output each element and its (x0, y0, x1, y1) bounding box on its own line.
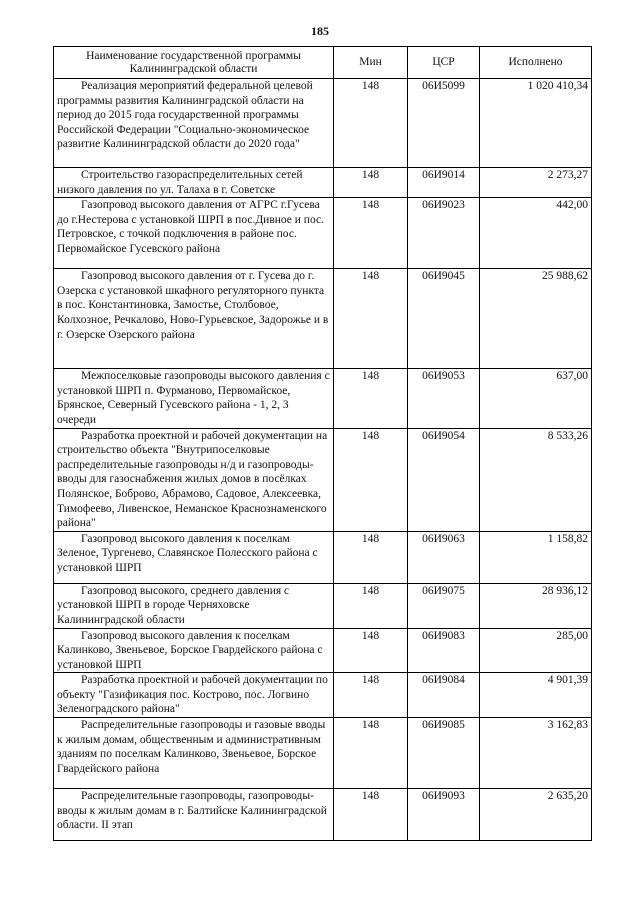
executed-amount-cell: 1 158,82 (480, 531, 592, 583)
executed-amount-cell: 285,00 (480, 628, 592, 673)
table-body (54, 79, 592, 841)
ministry-code-cell: 148 (334, 718, 408, 789)
executed-amount-cell: 8 533,26 (480, 428, 592, 531)
executed-amount-cell: 28 936,12 (480, 583, 592, 628)
ministry-code-cell: 148 (334, 583, 408, 628)
header-name: Наименование государственной программы Калининградской области (54, 47, 334, 79)
program-name-cell: Межпоселковые газопроводы высокого давления с установкой ШРП п. Фурманово, Первомайское, Брянское, Северный Гусевского района - 1, 2, 3 очереди (54, 369, 334, 428)
csr-code-cell: 06И9045 (408, 269, 480, 369)
table-row (54, 269, 592, 369)
program-name-cell: Газопровод высокого давления к поселкам Калинково, Звеньевое, Борское Гвардейского района с установкой ШРП (54, 628, 334, 673)
table-row (54, 369, 592, 428)
program-name-cell: Строительство газораспределительных сетей низкого давления по ул. Талаха в г. Советске (54, 168, 334, 198)
program-name-cell: Газопровод высокого давления к поселкам Зеленое, Тургенево, Славянское Полесского района с установкой ШРП (54, 531, 334, 583)
header-csr: ЦСР (408, 47, 480, 79)
csr-code-cell: 06И9093 (408, 789, 480, 841)
table-row (54, 789, 592, 841)
ministry-code-cell: 148 (334, 428, 408, 531)
executed-amount-cell: 3 162,83 (480, 718, 592, 789)
table-row (54, 428, 592, 531)
csr-code-cell: 06И9085 (408, 718, 480, 789)
ministry-code-cell: 148 (334, 531, 408, 583)
table-row (54, 718, 592, 789)
executed-amount-cell: 4 901,39 (480, 673, 592, 718)
table-row (54, 531, 592, 583)
csr-code-cell: 06И9014 (408, 168, 480, 198)
ministry-code-cell: 148 (334, 369, 408, 428)
csr-code-cell: 06И9054 (408, 428, 480, 531)
budget-table (53, 46, 592, 841)
csr-code-cell: 06И9084 (408, 673, 480, 718)
program-name-cell: Разработка проектной и рабочей документации по объекту "Газификация пос. Кострово, пос. Логвино Зеленоградского района" (54, 673, 334, 718)
header-done: Исполнено (480, 47, 592, 79)
csr-code-cell: 06И9053 (408, 369, 480, 428)
program-name-cell: Распределительные газопроводы и газовые вводы к жилым домам, общественным и административным зданиям по поселкам Калинково, Звеньевое, Борское Гвардейского района (54, 718, 334, 789)
executed-amount-cell: 25 988,62 (480, 269, 592, 369)
executed-amount-cell: 442,00 (480, 198, 592, 269)
ministry-code-cell: 148 (334, 673, 408, 718)
table-row (54, 673, 592, 718)
executed-amount-cell: 2 635,20 (480, 789, 592, 841)
table-header-row (54, 47, 592, 79)
ministry-code-cell: 148 (334, 269, 408, 369)
csr-code-cell: 06И5099 (408, 79, 480, 168)
table-row (54, 168, 592, 198)
header-min: Мин (334, 47, 408, 79)
csr-code-cell: 06И9083 (408, 628, 480, 673)
program-name-cell: Газопровод высокого давления от г. Гусева до г. Озерска с установкой шкафного регуляторного пункта в пос. Константиновка, Замостье, Столбовое, Колхозное, Речкалово, Ново-Гурьевское, Задорожье и в г. Озерске Озерского района (54, 269, 334, 369)
csr-code-cell: 06И9063 (408, 531, 480, 583)
program-name-cell: Распределительные газопроводы, газопроводы-вводы к жилым домам в г. Балтийске Калининградской области. II этап (54, 789, 334, 841)
csr-code-cell: 06И9075 (408, 583, 480, 628)
program-name-cell: Реализация мероприятий федеральной целевой программы развития Калининградской области на период до 2015 года государственной программы Российской Федерации "Социально-экономическое развитие Калининградской области до 2020 года" (54, 79, 334, 168)
program-name-cell: Газопровод высокого, среднего давления с установкой ШРП в городе Черняховске Калининградской области (54, 583, 334, 628)
csr-code-cell: 06И9023 (408, 198, 480, 269)
page-number: 185 (311, 24, 329, 38)
ministry-code-cell: 148 (334, 628, 408, 673)
table-row (54, 79, 592, 168)
executed-amount-cell: 2 273,27 (480, 168, 592, 198)
executed-amount-cell: 637,00 (480, 369, 592, 428)
executed-amount-cell: 1 020 410,34 (480, 79, 592, 168)
program-name-cell: Разработка проектной и рабочей документации на строительство объекта "Внутрипоселковые распределительные газопроводы н/д и газопроводы-вводы для газоснабжения жилых домов в посёлках Полянское, Боброво, Абрамово, Садовое, Алексеевка, Тимофеево, Ливенское, Неманское Краснознаменского района" (54, 428, 334, 531)
table-row (54, 583, 592, 628)
ministry-code-cell: 148 (334, 789, 408, 841)
table-row (54, 198, 592, 269)
program-name-cell: Газопровод высокого давления от АГРС г.Гусева до г.Нестерова с установкой ШРП в пос.Дивное и пос. Петровское, с точкой подключения в районе пос. Первомайское Гусевского района (54, 198, 334, 269)
ministry-code-cell: 148 (334, 79, 408, 168)
ministry-code-cell: 148 (334, 198, 408, 269)
table-row (54, 628, 592, 673)
ministry-code-cell: 148 (334, 168, 408, 198)
